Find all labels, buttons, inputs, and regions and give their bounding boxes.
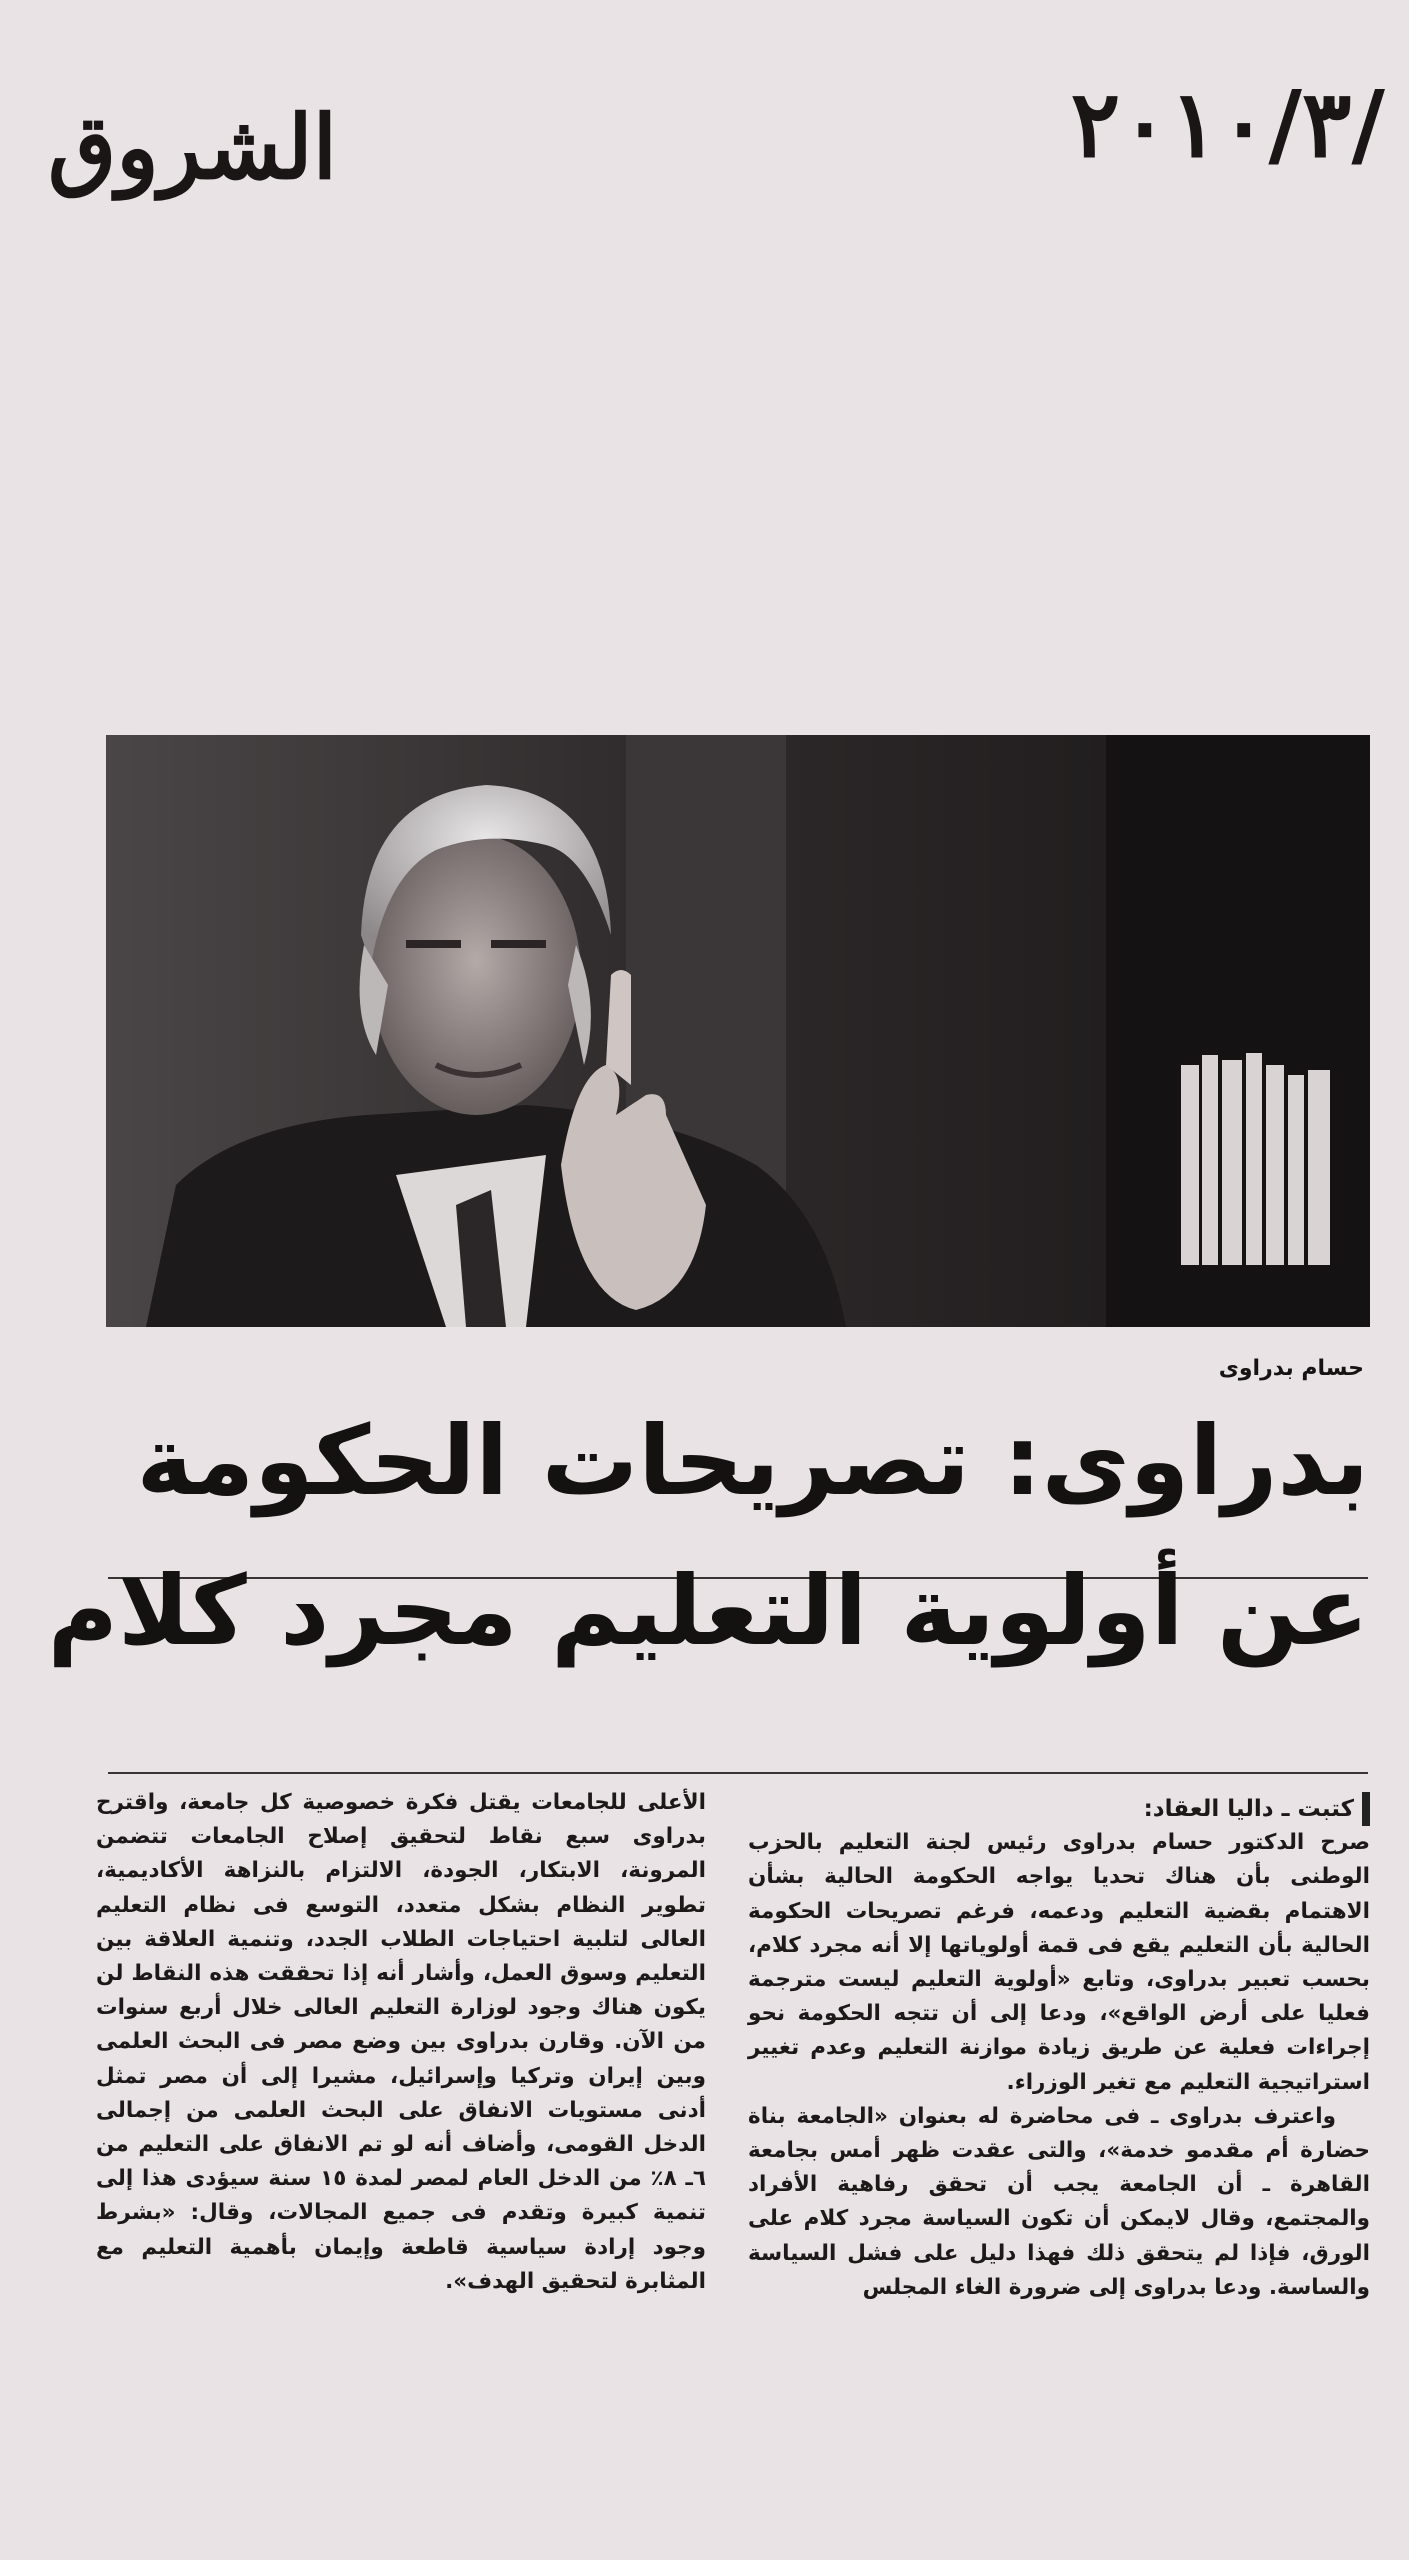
portrait-illustration [106, 735, 1370, 1327]
article-divider [108, 1772, 1368, 1774]
headline-line-1: بدراوى: تصريحات الحكومة [136, 1405, 1369, 1517]
article-paragraph: واعترف بدراوى ـ فى محاضرة له بعنوان «الجامعة بناة حضارة أم مقدمو خدمة»، والتى عقدت ظهر أمس بجامعة القاهرة ـ أن الجامعة يجب أن تحقق رفاهية الأفراد والمجتمع، وقال لايمكن أن تكون السياسة مجرد كلام على الورق، فإذا لم يتحقق ذلك فهذا دليل على فشل السياسة والساسة. ودعا بدراوى إلى ضرورة الغاء المجلس [748, 2103, 1370, 2300]
portrait-photo [106, 735, 1370, 1327]
article-paragraph: صرح الدكتور حسام بدراوى رئيس لجنة التعليم بالحزب الوطنى بأن هناك تحديا يواجه الحكومة الحالية بشأن الاهتمام بقضية التعليم ودعمه، فرغم تصريحات الحكومة الحالية بأن التعليم يقع فى قمة أولوياتها إلا أنه مجرد كلام، بحسب تعبير بدراوى، وتابع «أولوية التعليم ليست مترجمة فعليا على أرض الواقع»، ودعا إلى أن تتجه الحكومة نحو إجراءات فعلية عن طريق زيادة موازنة التعليم وعدم تغيير استراتيجية التعليم مع تغير الوزراء. [748, 1830, 1370, 2095]
publication-date: /٢٠١٠/٣ [1070, 70, 1385, 178]
article-paragraph: الأعلى للجامعات يقتل فكرة خصوصية كل جامعة، واقترح بدراوى سبع نقاط لتحقيق إصلاح الجامعات تتضمن المرونة، الابتكار، الجودة، الالتزام بالنزاهة الأكاديمية، تطوير النظام بشكل متعدد، التوسع فى نظام التعليم العالى لتلبية احتياجات الطلاب الجدد، وتنمية العلاقة بين التعليم وسوق العمل، وأشار أنه إذا تحققت هذه النقاط لن يكون هناك وجود لوزارة التعليم العالى خلال أربع سنوات من الآن. وقارن بدراوى بين وضع مصر فى البحث العلمى وبين إيران وتركيا وإسرائيل، مشيرا إلى أن مصر تمثل أدنى مستويات الانفاق على البحث العلمى من إجمالى الدخل القومى، وأضاف أنه لو تم الانفاق على التعليم من ٦ـ ٨٪ من الدخل العام لمصر لمدة ١٥ سنة سيؤدى هذا إلى تنمية كبيرة وتقدم فى جميع المجالات، وقال: «بشرط وجود إرادة سياسية قاطعة وإيمان بأهمية التعليم مع المثابرة لتحقيق الهدف». [96, 1790, 706, 2294]
photo-caption: حسام بدراوى [1218, 1356, 1364, 1381]
article-column-right [748, 1792, 1370, 2305]
newspaper-name: الشروق [48, 95, 338, 199]
byline: كتبت ـ داليا العقاد: [748, 1792, 1370, 1826]
headline-line-2: عن أولوية التعليم مجرد كلام [47, 1555, 1369, 1667]
article-column-left [96, 1786, 706, 2299]
